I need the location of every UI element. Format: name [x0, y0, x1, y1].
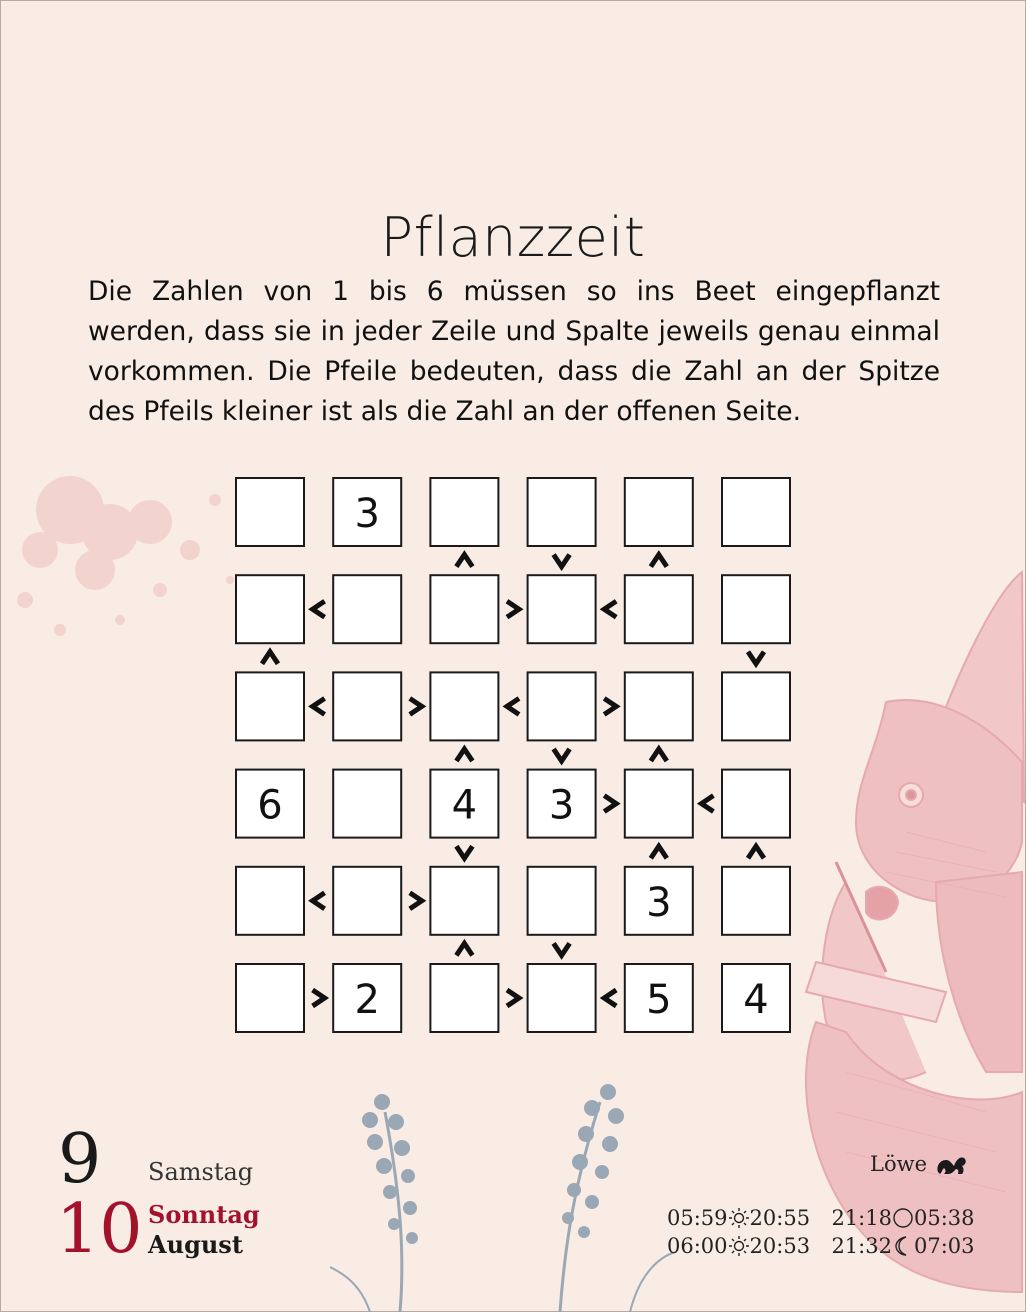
vertical-sign-r1c5: [748, 652, 764, 664]
grid-cell-r5c2: [430, 964, 498, 1032]
cell-number-r0c1: 3: [354, 491, 380, 537]
zodiac-label: [870, 1152, 968, 1176]
grid-cell-r1c2: [430, 575, 498, 643]
vertical-sign-r1c0: [262, 652, 278, 664]
inequality-sign-r5c2: [507, 990, 519, 1006]
cell-number-r5c1: 2: [354, 977, 380, 1023]
moonset-time-1: 05:38: [913, 1206, 975, 1230]
sun-icon: [728, 1236, 750, 1256]
grid-cell-r2c4: [625, 672, 693, 740]
inequality-sign-r3c4: [701, 796, 713, 812]
month-name: August: [148, 1230, 243, 1259]
grid-cell-r3c5: [722, 770, 790, 838]
sunset-time-1: 20:55: [749, 1206, 811, 1230]
grid-cell-r3c1: [333, 770, 401, 838]
inequality-sign-r2c3: [604, 698, 616, 714]
vertical-sign-r4c3: [554, 943, 570, 955]
moonset-time-2: 07:03: [913, 1234, 975, 1258]
vertical-sign-r2c4: [651, 749, 667, 761]
grid-cell-r1c1: [333, 575, 401, 643]
inequality-sign-r1c2: [507, 601, 519, 617]
inequality-sign-r5c0: [313, 990, 325, 1006]
vertical-sign-r0c4: [651, 555, 667, 567]
grid-cell-r2c2: [430, 672, 498, 740]
full-moon-icon: [892, 1208, 914, 1228]
sunrise-time-1: 05:59: [667, 1206, 728, 1230]
vertical-sign-r2c2: [456, 749, 472, 761]
sunrise-time-2: 06:00: [667, 1234, 728, 1258]
instructions-text: Die Zahlen von 1 bis 6 müssen so ins Beet eingepflanzt werden, dass sie in jeder Zeile und Spalte jeweils genau einmal vorkommen. Die Pfeile bedeuten, dass die Zahl an der Spitze des Pfeils kleiner ist als die Zahl an der offenen Seite.: [88, 276, 940, 427]
grid-cell-r1c4: [625, 575, 693, 643]
grid-cell-r2c0: [236, 672, 304, 740]
grid-cell-r1c5: [722, 575, 790, 643]
grid-cell-r4c2: [430, 867, 498, 935]
cell-number-r5c5: 4: [743, 977, 769, 1023]
cell-number-r4c4: 3: [646, 879, 672, 926]
moonrise-time-1: 21:18: [831, 1206, 892, 1230]
vertical-sign-r3c4: [651, 846, 667, 858]
grid-cell-r4c3: [528, 867, 596, 935]
astro-row-1: [667, 1206, 975, 1230]
day-name-1: Samstag: [148, 1158, 254, 1186]
grid-cell-r4c1: [333, 867, 401, 935]
vertical-sign-r3c2: [456, 846, 472, 858]
grid-cell-r4c0: [236, 867, 304, 935]
inequality-sign-r5c3: [604, 990, 616, 1006]
day-number-1: 9: [58, 1120, 102, 1199]
astro-row-2: [667, 1234, 975, 1258]
day-name-2: Sonntag: [148, 1200, 260, 1229]
cell-number-r3c0: 6: [257, 782, 283, 829]
grid-cell-r4c5: [722, 867, 790, 935]
grid-cell-r0c5: [722, 478, 790, 546]
inequality-sign-r2c0: [313, 698, 325, 714]
grid-cell-r1c3: [528, 575, 596, 643]
grid-cell-r3c4: [625, 770, 693, 838]
grid-cell-r0c0: [236, 478, 304, 546]
grid-cell-r2c3: [528, 672, 596, 740]
vertical-sign-r3c5: [748, 846, 764, 858]
zodiac-text: Löwe: [870, 1152, 927, 1176]
vertical-sign-r2c3: [554, 749, 570, 761]
cell-number-r3c2: 4: [451, 782, 478, 829]
inequality-sign-r1c0: [313, 601, 325, 617]
grid-cell-r0c2: [430, 478, 498, 546]
grid-cell-r5c0: [236, 964, 304, 1032]
sun-icon: [728, 1208, 750, 1228]
sunset-time-2: 20:53: [749, 1234, 811, 1258]
lion-icon: [934, 1152, 968, 1176]
grid-cell-r0c3: [528, 478, 596, 546]
vertical-sign-r0c2: [456, 555, 472, 567]
inequality-sign-r3c3: [604, 796, 616, 812]
vertical-sign-r0c3: [554, 555, 570, 567]
grid-cell-r5c3: [528, 964, 596, 1032]
inequality-sign-r4c1: [410, 893, 422, 909]
moonrise-time-2: 21:32: [831, 1234, 892, 1258]
grid-cell-r1c0: [236, 575, 304, 643]
grid-cell-r0c4: [625, 478, 693, 546]
inequality-sign-r2c2: [507, 698, 519, 714]
waning-moon-icon: [892, 1236, 914, 1256]
grid-cell-r2c5: [722, 672, 790, 740]
grid-cell-r2c1: [333, 672, 401, 740]
inequality-sign-r4c0: [313, 893, 325, 909]
cell-number-r3c3: 3: [548, 782, 575, 829]
cell-number-r5c4: 5: [646, 977, 672, 1023]
day-number-2: 10: [56, 1190, 143, 1269]
vertical-sign-r4c2: [456, 943, 472, 955]
puzzle-title: Pflanzzeit: [380, 206, 646, 270]
inequality-sign-r2c1: [410, 698, 422, 714]
inequality-sign-r1c3: [604, 601, 616, 617]
